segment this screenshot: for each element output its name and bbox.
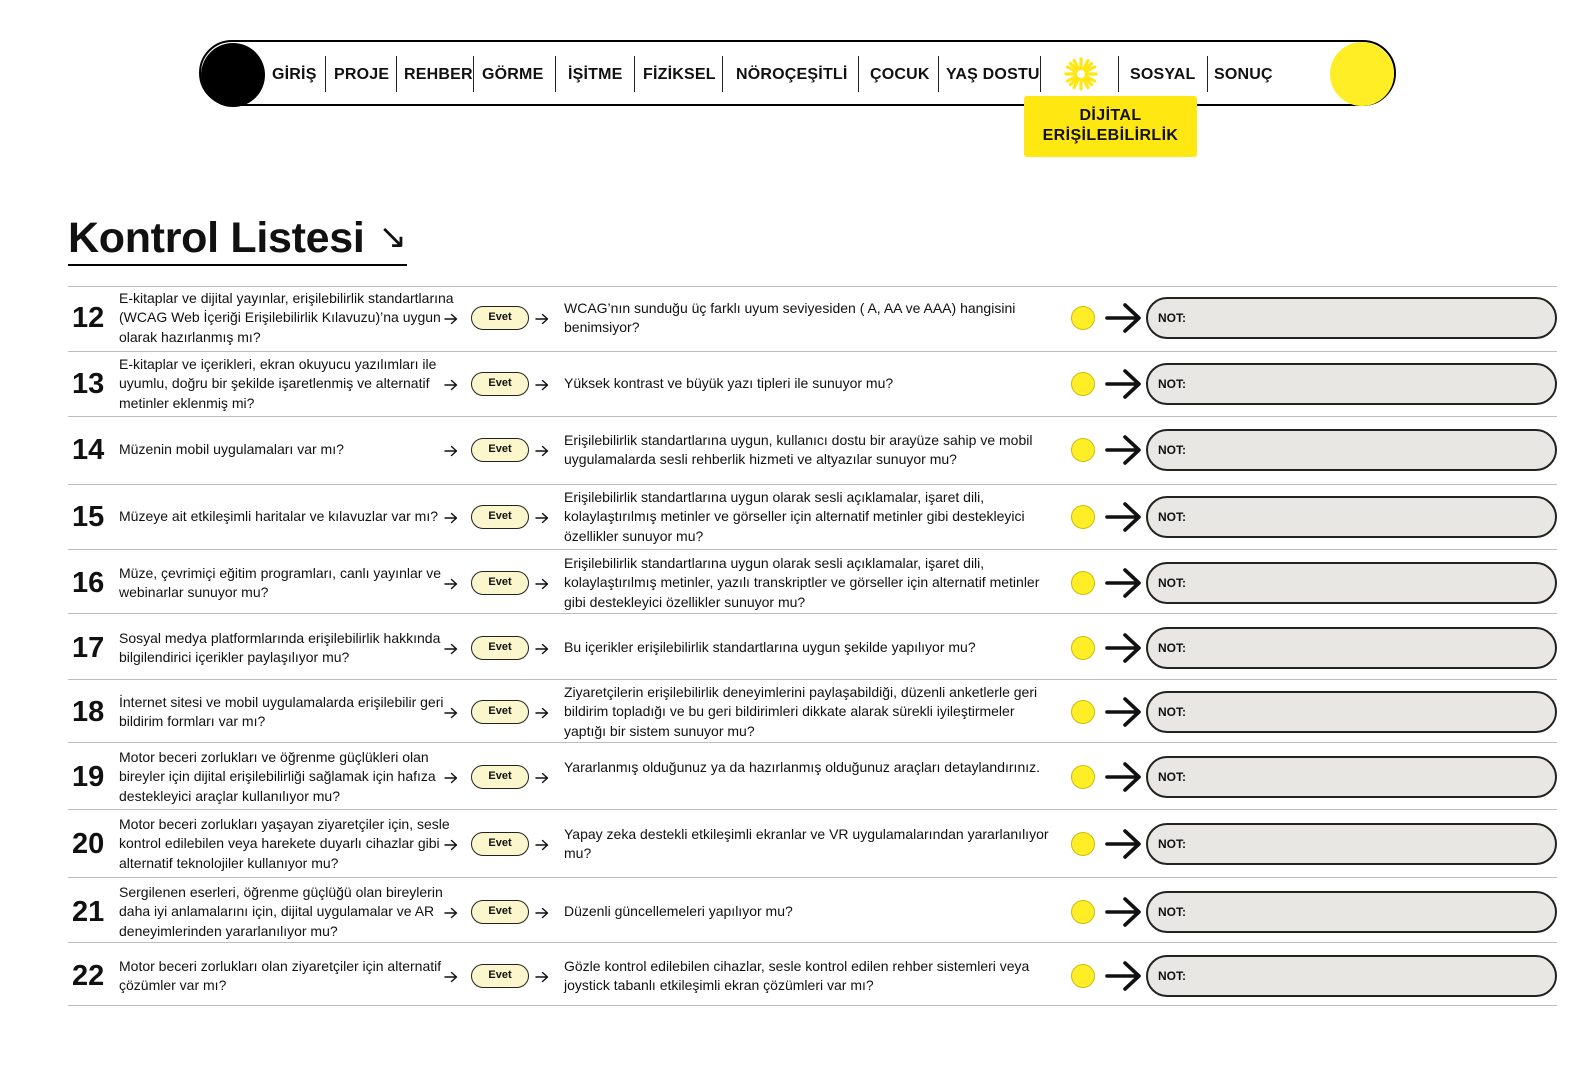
nav-item-gorme[interactable]: GÖRME xyxy=(482,66,544,83)
row-divider xyxy=(68,679,1557,680)
note-field[interactable]: NOT: xyxy=(1146,297,1557,339)
arrow-right-icon xyxy=(444,906,458,918)
row-divider xyxy=(68,877,1557,878)
arrow-right-icon xyxy=(1105,302,1143,334)
answer-evet-button[interactable]: Evet xyxy=(471,765,529,789)
arrow-right-icon xyxy=(535,444,549,456)
note-field[interactable]: NOT: xyxy=(1146,691,1557,733)
arrow-right-icon xyxy=(1105,761,1143,793)
answer-evet-button[interactable]: Evet xyxy=(471,571,529,595)
arrow-right-icon xyxy=(535,312,549,324)
followup-text: Ziyaretçilerin erişilebilirlik deneyimlerini paylaşabildiği, düzenli anketlerle geri bildirim topladığı ve bu geri bildirimleri dikkate alarak sürekli iyileştirmeler yaptığı bir sistem sunuyor mu? xyxy=(564,683,1038,739)
row-number: 19 xyxy=(72,761,105,793)
arrow-right-icon xyxy=(444,511,458,523)
arrow-right-icon xyxy=(1105,434,1143,466)
nav-item-norocesitli[interactable]: NÖROÇEŞİTLİ xyxy=(736,66,848,83)
nav-item-dijital-erisilebilirlik[interactable] xyxy=(1024,96,1197,157)
note-field[interactable]: NOT: xyxy=(1146,429,1557,471)
row-divider xyxy=(68,484,1557,485)
note-field[interactable]: NOT: xyxy=(1146,627,1557,669)
question-text: E-kitaplar ve içerikleri, ekran okuyucu yazılımları ile uyumlu, doğru bir şekilde işaretlenmiş ve alternatif metinler eklenmiş mi? xyxy=(119,355,437,411)
answer-evet-button[interactable]: Evet xyxy=(471,505,529,529)
answer-evet-button[interactable]: Evet xyxy=(471,832,529,856)
nav-separator xyxy=(858,56,859,92)
status-dot[interactable] xyxy=(1071,306,1095,330)
answer-evet-button[interactable]: Evet xyxy=(471,636,529,660)
nav-separator xyxy=(555,56,556,92)
row-divider xyxy=(68,809,1557,810)
arrow-right-icon xyxy=(1105,501,1143,533)
question-text: Motor beceri zorlukları yaşayan ziyaretçiler için, sesle kontrol edilebilen veya harekete duyarlı cihazlar gibi alternatif teknolojiler kullanıyor mu? xyxy=(119,815,450,871)
row-number: 17 xyxy=(72,632,105,664)
question-text: İnternet sitesi ve mobil uygulamalarda erişilebilir geri bildirim formları var mı? xyxy=(119,693,444,729)
followup-text: Yüksek kontrast ve büyük yazı tipleri ile sunuyor mu? xyxy=(564,375,894,392)
nav-left-dot xyxy=(201,43,265,107)
arrow-right-icon xyxy=(1105,567,1143,599)
row-divider xyxy=(68,942,1557,943)
followup-text: Erişilebilirlik standartlarına uygun olarak sesli açıklamalar, işaret dili, kolaylaştırılmış metinler, yazılı transkriptler ve görseller için alternatif metinler gibi destekleyici özellikler sunuyor mu? xyxy=(564,554,1040,610)
nav-separator xyxy=(1207,56,1208,92)
answer-evet-button[interactable]: Evet xyxy=(471,438,529,462)
status-dot[interactable] xyxy=(1071,832,1095,856)
row-number: 20 xyxy=(72,828,105,860)
arrow-right-icon xyxy=(535,838,549,850)
asterisk-icon xyxy=(1063,56,1099,92)
nav-right-dot xyxy=(1330,42,1394,106)
nav-separator xyxy=(938,56,939,92)
arrow-right-icon xyxy=(535,577,549,589)
row-number: 12 xyxy=(72,302,105,334)
followup-text: Gözle kontrol edilebilen cihazlar, sesle kontrol edilen rehber sistemleri veya joystick tabanlı etkileşimli ekran çözümleri var mı? xyxy=(564,957,1030,993)
arrow-right-icon xyxy=(535,642,549,654)
arrow-right-icon xyxy=(535,906,549,918)
note-field[interactable]: NOT: xyxy=(1146,891,1557,933)
followup-text: Erişilebilirlik standartlarına uygun olarak sesli açıklamalar, işaret dili, kolaylaştırılmış metinler ve görseller için alternatif metinler gibi destekleyici özellikler sunuyor mu? xyxy=(564,488,1025,544)
followup-text: Bu içerikler erişilebilirlik standartlarına uygun şekilde yapılıyor mu? xyxy=(564,639,976,656)
nav-separator xyxy=(634,56,635,92)
arrow-right-icon xyxy=(535,771,549,783)
row-number: 16 xyxy=(72,567,105,599)
row-divider xyxy=(68,286,1557,287)
answer-evet-button[interactable]: Evet xyxy=(471,964,529,988)
nav-item-cocuk[interactable]: ÇOCUK xyxy=(870,66,930,83)
arrow-right-icon xyxy=(444,706,458,718)
arrow-right-icon xyxy=(444,444,458,456)
note-field[interactable]: NOT: xyxy=(1146,496,1557,538)
status-dot[interactable] xyxy=(1071,505,1095,529)
row-divider xyxy=(68,416,1557,417)
followup-text: WCAG’nın sunduğu üç farklı uyum seviyesiden ( A, AA ve AAA) hangisini benimsiyor? xyxy=(564,299,1016,335)
row-divider xyxy=(68,742,1557,743)
arrow-right-icon xyxy=(1105,632,1143,664)
arrow-right-icon xyxy=(1105,828,1143,860)
nav-item-sonuc[interactable]: SONUÇ xyxy=(1214,66,1273,83)
question-text: Müzeye ait etkileşimli haritalar ve kılavuzlar var mı? xyxy=(119,508,438,525)
row-divider xyxy=(68,351,1557,352)
arrow-right-icon xyxy=(444,970,458,982)
nav-item-isitme[interactable]: İŞİTME xyxy=(568,66,623,83)
nav-separator xyxy=(1040,56,1041,92)
nav-item-proje[interactable]: PROJE xyxy=(334,66,390,83)
status-dot[interactable] xyxy=(1071,700,1095,724)
arrow-right-icon xyxy=(535,970,549,982)
arrow-right-icon xyxy=(444,312,458,324)
followup-text: Erişilebilirlik standartlarına uygun, kullanıcı dostu bir arayüze sahip ve mobil uygulamalarda sesli rehberlik hizmeti ve altyazılar sunuyor mu? xyxy=(564,431,1033,467)
answer-evet-button[interactable]: Evet xyxy=(471,306,529,330)
page-title-text: Kontrol Listesi xyxy=(68,214,365,262)
row-number: 13 xyxy=(72,368,105,400)
question-text: E-kitaplar ve dijital yayınlar, erişilebilirlik standartlarına (WCAG Web İçeriği Erişilebilirlik Kılavuzu)’na uygun olarak hazırlanmış mı? xyxy=(119,289,454,345)
row-number: 18 xyxy=(72,696,105,728)
note-field[interactable]: NOT: xyxy=(1146,363,1557,405)
note-field[interactable]: NOT: xyxy=(1146,823,1557,865)
arrow-right-icon xyxy=(444,771,458,783)
row-divider xyxy=(68,1005,1557,1006)
nav-active-line2: ERİŞİLEBİLİRLİK xyxy=(1042,127,1179,144)
nav-item-sosyal[interactable]: SOSYAL xyxy=(1130,66,1196,83)
question-text: Motor beceri zorlukları olan ziyaretçiler için alternatif çözümler var mı? xyxy=(119,957,442,993)
status-dot[interactable] xyxy=(1071,900,1095,924)
nav-separator xyxy=(396,56,397,92)
arrow-right-icon xyxy=(535,378,549,390)
followup-text: Yararlanmış olduğunuz ya da hazırlanmış olduğunuz araçları detaylandırınız. xyxy=(564,758,1041,775)
arrow-right-icon xyxy=(1105,960,1143,992)
status-dot[interactable] xyxy=(1071,765,1095,789)
arrow-right-icon xyxy=(535,511,549,523)
followup-text: Düzenli güncellemeleri yapılıyor mu? xyxy=(564,903,793,920)
answer-evet-button[interactable]: Evet xyxy=(471,700,529,724)
top-navigation xyxy=(199,40,1396,106)
arrow-right-icon xyxy=(1105,896,1143,928)
nav-item-giris[interactable]: GİRİŞ xyxy=(272,66,317,83)
arrow-right-icon xyxy=(444,642,458,654)
page-title xyxy=(68,212,407,266)
status-dot[interactable] xyxy=(1071,964,1095,988)
nav-item-rehber[interactable]: REHBER xyxy=(404,66,473,83)
arrow-right-icon xyxy=(444,378,458,390)
arrow-right-icon xyxy=(1105,368,1143,400)
note-field[interactable]: NOT: xyxy=(1146,562,1557,604)
nav-separator xyxy=(325,56,326,92)
nav-item-fiziksel[interactable]: FİZİKSEL xyxy=(643,66,716,83)
question-text: Motor beceri zorlukları ve öğrenme güçlükleri olan bireyler için dijital erişilebilirliği sağlamak için hafıza destekleyici araçlar kullanılıyor mu? xyxy=(119,748,436,804)
row-number: 22 xyxy=(72,960,105,992)
status-dot[interactable] xyxy=(1071,372,1095,396)
status-dot[interactable] xyxy=(1071,438,1095,462)
followup-text: Yapay zeka destekli etkileşimli ekranlar ve VR uygulamalarından yararlanılıyor mu? xyxy=(564,825,1049,861)
question-text: Sergilenen eserleri, öğrenme güçlüğü olan bireylerin daha iyi anlamalarını için, dijital uygulamalar ve AR deneyimlerinden yararlanılıyor mu? xyxy=(119,883,443,939)
status-dot[interactable] xyxy=(1071,571,1095,595)
nav-separator xyxy=(1118,56,1119,92)
arrow-right-icon xyxy=(1105,696,1143,728)
status-dot[interactable] xyxy=(1071,636,1095,660)
row-divider xyxy=(68,613,1557,614)
question-text: Sosyal medya platformlarında erişilebilirlik hakkında bilgilendirici içerikler paylaşılıyor mu? xyxy=(119,629,441,665)
nav-separator xyxy=(722,56,723,92)
nav-separator xyxy=(473,56,474,92)
arrow-right-icon xyxy=(535,706,549,718)
note-field[interactable]: NOT: xyxy=(1146,756,1557,798)
answer-evet-button[interactable]: Evet xyxy=(471,372,529,396)
note-field[interactable]: NOT: xyxy=(1146,955,1557,997)
nav-item-yas-dostu[interactable]: YAŞ DOSTU xyxy=(946,66,1040,83)
nav-active-line1: DİJİTAL xyxy=(1079,107,1142,124)
question-text: Müzenin mobil uygulamaları var mı? xyxy=(119,441,344,458)
row-number: 14 xyxy=(72,434,105,466)
arrow-right-icon xyxy=(444,838,458,850)
answer-evet-button[interactable]: Evet xyxy=(471,900,529,924)
arrow-down-right-icon: ↘ xyxy=(378,218,407,256)
row-divider xyxy=(68,549,1557,550)
row-number: 21 xyxy=(72,896,105,928)
row-number: 15 xyxy=(72,501,105,533)
question-text: Müze, çevrimiçi eğitim programları, canlı yayınlar ve webinarlar sunuyor mu? xyxy=(119,564,442,600)
arrow-right-icon xyxy=(444,577,458,589)
